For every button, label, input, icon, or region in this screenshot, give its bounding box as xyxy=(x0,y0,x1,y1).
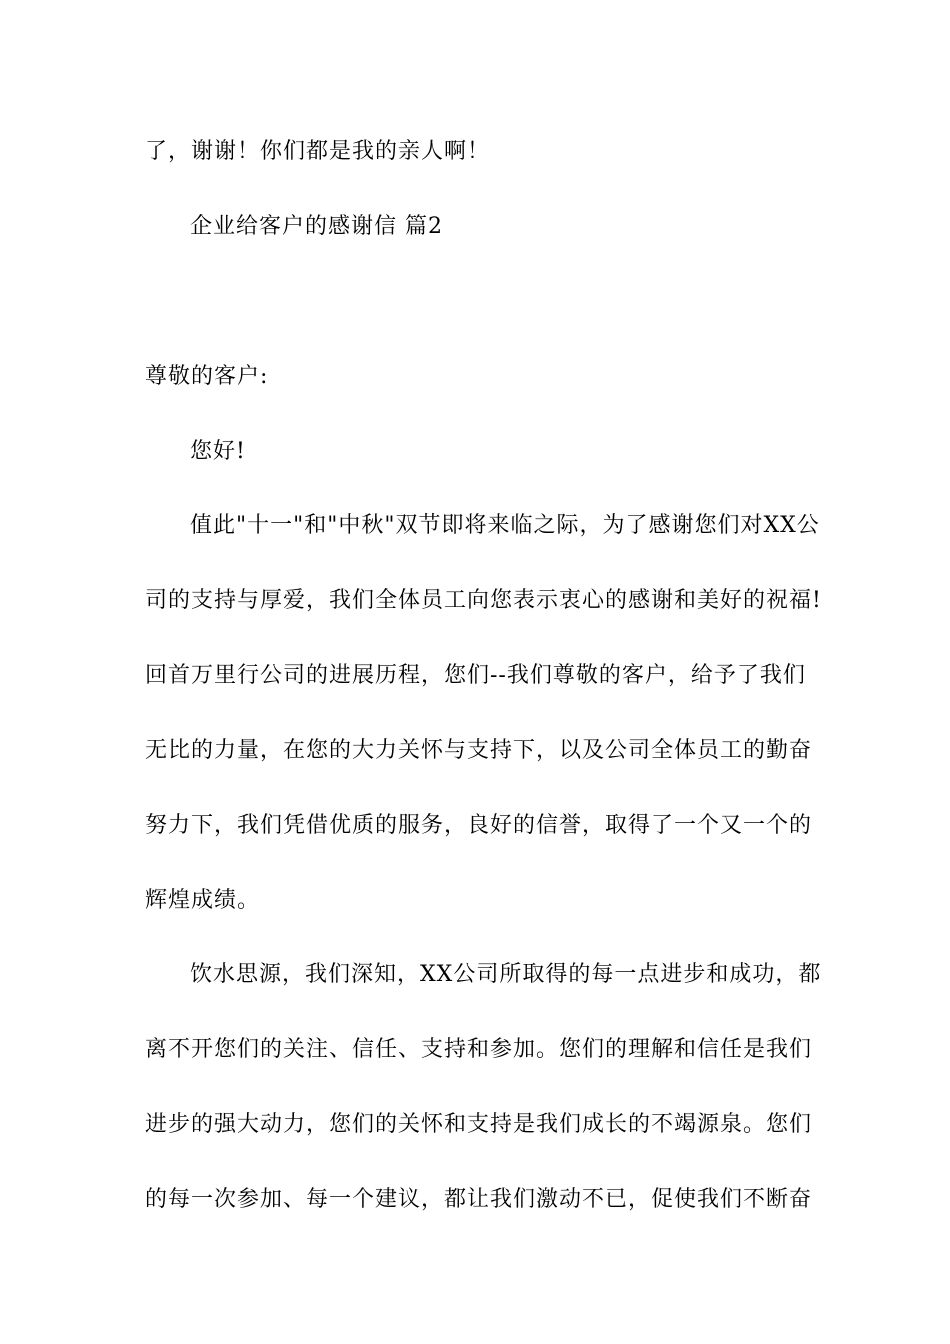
paragraph-line: 无比的力量，在您的大力关怀与支持下，以及公司全体员工的勤奋 xyxy=(145,738,813,763)
paragraph-line: 辉煌成绩。 xyxy=(145,888,261,913)
paragraph-line: 的每一次参加、每一个建议，都让我们激动不已，促使我们不断奋 xyxy=(145,1187,813,1212)
greeting: 您好! xyxy=(190,439,246,464)
paragraph-line: 进步的强大动力，您们的关怀和支持是我们成长的不竭源泉。您们 xyxy=(145,1112,813,1137)
salutation: 尊敬的客户: xyxy=(145,364,269,389)
paragraph-line: 饮水思源，我们深知，XX公司所取得的每一点进步和成功，都 xyxy=(190,962,822,987)
paragraph-line: 离不开您们的关注、信任、支持和参加。您们的理解和信任是我们 xyxy=(145,1037,813,1062)
paragraph-line: 回首万里行公司的进展历程，您们--我们尊敬的客户，给予了我们 xyxy=(145,663,806,688)
paragraph-line: 了，谢谢！你们都是我的亲人啊！ xyxy=(145,139,491,164)
paragraph-line: 努力下，我们凭借优质的服务，良好的信誉，取得了一个又一个的 xyxy=(145,813,813,838)
paragraph-line: 司的支持与厚爱，我们全体员工向您表示衷心的感谢和美好的祝福! xyxy=(145,588,822,613)
section-heading: 企业给客户的感谢信 篇2 xyxy=(190,214,443,239)
paragraph-line: 值此"十一"和"中秋"双节即将来临之际，为了感谢您们对XX公 xyxy=(190,513,820,538)
